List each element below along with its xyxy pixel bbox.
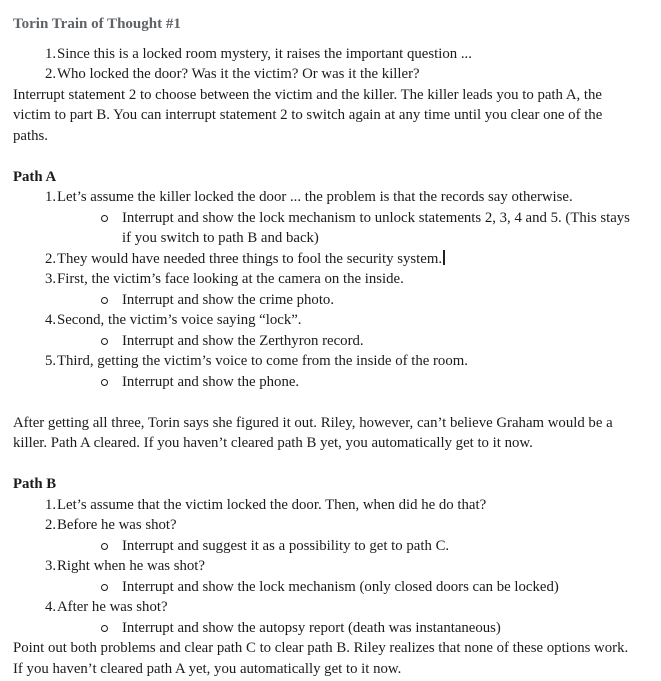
sub-list-item	[13, 577, 640, 598]
section-heading: Path A	[13, 168, 57, 185]
numbered-list-item	[13, 556, 640, 577]
text-cursor-caret	[443, 250, 445, 265]
list-item-number: 5.	[45, 353, 57, 369]
sub-list-item-text: Interrupt and show the autopsy report (death was instantaneous)	[122, 619, 501, 636]
hollow-circle-bullet-icon	[101, 584, 108, 591]
sub-list-item	[13, 331, 640, 352]
sub-list-item-text: Interrupt and suggest it as a possibility to get to path C.	[122, 537, 450, 554]
list-item-text: Before he was shot?	[57, 517, 177, 533]
sub-list-item	[13, 536, 640, 557]
section-closing-paragraph: Point out both problems and clear path C to clear path B. Riley realizes that none of these options work. If you haven’t cleared path A yet, you automatically get to it now.	[13, 640, 629, 677]
sections-container	[13, 146, 640, 679]
numbered-list-item	[13, 515, 640, 536]
numbered-list-item	[13, 249, 640, 270]
sub-list-item	[13, 372, 640, 393]
sub-list-item	[13, 290, 640, 311]
blank-line	[13, 146, 640, 167]
list-item-text: Let’s assume the killer locked the door ... the problem is that the records say otherwise.	[57, 189, 573, 205]
numbered-list-item	[13, 351, 640, 372]
numbered-list-item	[13, 44, 640, 65]
list-item-number: 1.	[45, 45, 57, 62]
list-item-text: First, the victim’s face looking at the camera on the inside.	[57, 271, 404, 287]
sub-list-item-text: Interrupt and show the Zerthyron record.	[122, 332, 364, 349]
numbered-list-item	[13, 597, 640, 618]
list-item-number: 1.	[45, 189, 57, 205]
hollow-circle-bullet-icon	[101, 543, 108, 550]
list-item-number: 2.	[45, 66, 57, 82]
list-item-number: 3.	[45, 271, 57, 287]
hollow-circle-bullet-icon	[101, 215, 108, 222]
hollow-circle-bullet-icon	[101, 338, 108, 345]
list-item-text: Third, getting the victim’s voice to come from the inside of the room.	[57, 353, 468, 369]
sub-list-item-text: Interrupt and show the crime photo.	[122, 291, 335, 308]
section-numbered-list	[13, 187, 640, 392]
list-item-text: Right when he was shot?	[57, 558, 205, 574]
list-item-text: They would have needed three things to fool the security system.	[57, 251, 445, 267]
hollow-circle-bullet-icon	[101, 379, 108, 386]
blank-line	[13, 392, 640, 413]
intro-numbered-list	[13, 44, 640, 85]
numbered-list-item	[13, 495, 640, 516]
section-closing-paragraph: After getting all three, Torin says she figured it out. Riley, however, can’t believe Graham would be a killer. Path A cleared. If you haven’t cleared path B yet, you automatically get to it now.	[13, 414, 613, 451]
sub-list-item-text: Interrupt and show the lock mechanism to unlock statements 2, 3, 4 and 5. (This stays if you switch to path B and back)	[122, 209, 630, 246]
numbered-list-item	[13, 64, 640, 85]
hollow-circle-bullet-icon	[101, 297, 108, 304]
section-heading: Path B	[13, 476, 57, 492]
intro-paragraph: Interrupt statement 2 to choose between the victim and the killer. The killer leads you to path A, the victim to part B. You can interrupt statement 2 to switch again at any time until you clear one of the paths.	[13, 86, 603, 144]
hollow-circle-bullet-icon	[101, 625, 108, 632]
list-item-number: 3.	[45, 558, 57, 574]
document-title: Torin Train of Thought #1	[13, 16, 181, 32]
list-item-text: Let’s assume that the victim locked the door. Then, when did he do that?	[57, 496, 487, 513]
numbered-list-item	[13, 269, 640, 290]
sub-list-item-text: Interrupt and show the lock mechanism (only closed doors can be locked)	[122, 578, 559, 595]
list-item-text: Who locked the door? Was it the victim? Or was it the killer?	[57, 66, 420, 82]
numbered-list-item	[13, 187, 640, 208]
list-item-number: 4.	[45, 312, 57, 328]
list-item-number: 4.	[45, 599, 57, 615]
sub-list-item	[13, 208, 640, 249]
list-item-number: 1.	[45, 496, 57, 513]
list-item-number: 2.	[45, 250, 57, 267]
numbered-list-item	[13, 310, 640, 331]
sub-list-item	[13, 618, 640, 639]
list-item-text: Second, the victim’s voice saying “lock”.	[57, 312, 302, 328]
section-numbered-list	[13, 495, 640, 639]
list-item-text: Since this is a locked room mystery, it raises the important question ...	[57, 45, 472, 62]
sub-list-item-text: Interrupt and show the phone.	[122, 373, 300, 390]
list-item-text: After he was shot?	[57, 599, 168, 615]
list-item-number: 2.	[45, 517, 57, 533]
blank-line	[13, 454, 640, 475]
